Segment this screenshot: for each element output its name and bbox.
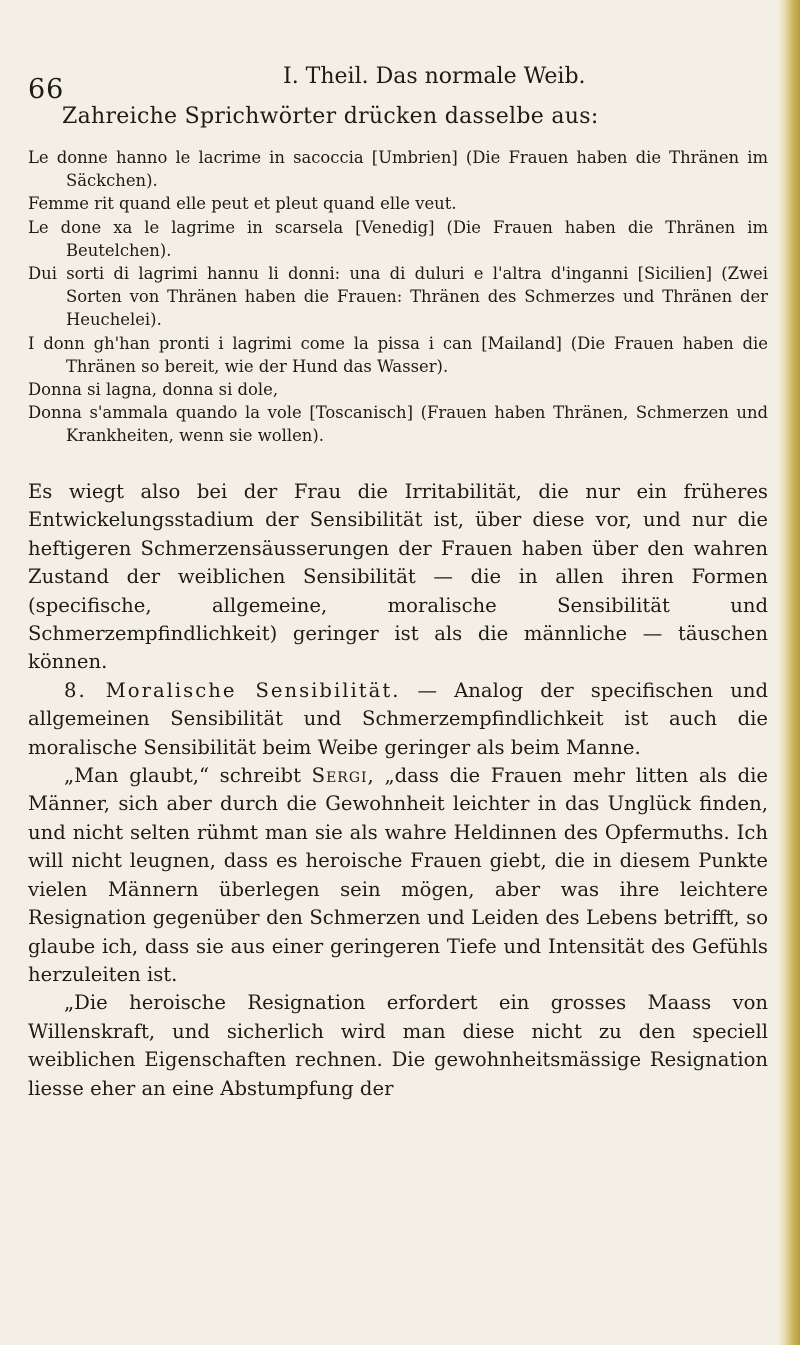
section-heading: Zahreiche Sprichwörter drücken dasselbe aus: (62, 104, 599, 129)
author-name: Sergi (311, 764, 368, 788)
section-subheading: 8. Moralische Sensibilität. (64, 678, 401, 702)
proverb-list (28, 146, 768, 448)
paragraph-quote (28, 762, 768, 989)
proverb-item: Le donne hanno le lacrime in sacoccia [Umbrien] (Die Frauen haben die Thränen im Säckchen). (28, 148, 768, 191)
page-header (28, 62, 768, 105)
proverb-item: Dui sorti di lagrimi hannu li donni: una di duluri e l'altra d'inganni [Sicilien] (Zwei Sorten von Thränen haben die Frauen: Thränen des Schmerzes und Thränen der Heuchelei). (28, 264, 768, 330)
running-head: I. Theil. Das normale Weib. (283, 64, 586, 89)
body-text (28, 478, 768, 1103)
paragraph-text: „Man glaubt,“ schreibt (64, 764, 312, 788)
proverb-item: I donn gh'han pronti i lagrimi come la pissa i can [Mailand] (Die Frauen haben die Thränen so bereit, wie der Hund das Wasser). (28, 333, 768, 376)
paragraph: „Die heroische Resignation erfordert ein grosses Maass von Willenskraft, und sicherlich wird man diese nicht zu den speciell weiblichen Eigenschaften rechnen. Die gewohnheitsmässige Resignation liesse eher an eine Abstumpfung der (28, 991, 768, 1100)
paragraph-moral-sensibility (28, 677, 768, 762)
proverb-item: Donna si lagna, donna si dole, (28, 380, 279, 400)
page-edge (778, 0, 800, 1345)
proverb-item: Donna s'ammala quando la vole [Toscanisch] (Frauen haben Thränen, Schmerzen und Krankheiten, wenn sie wollen). (28, 403, 768, 446)
proverb-item: Le done xa le lagrime in scarsela [Venedig] (Die Frauen haben die Thränen im Beutelchen). (28, 217, 768, 260)
paragraph-text: — Analog der specifischen und allgemeinen Sensibilität und Schmerzempfindlichkeit ist auch die moralische Sensibilität beim Weibe geringer als beim Manne. (28, 678, 768, 759)
paragraph-text: , „dass die Frauen mehr litten als die Männer, sich aber durch die Gewohnheit leichter in das Unglück finden, und nicht selten rühmt man sie als wahre Heldinnen des Opfermuths. Ich will nicht leugnen, dass es heroische Frauen giebt, die in diesem Punkte vielen Männern überlegen sein mögen, aber was ihre leichtere Resignation gegenüber den Schmerzen und Leiden des Lebens betrifft, so glaube ich, dass sie aus einer geringeren Tiefe und Intensität des Gefühls herzuleiten ist. (28, 764, 768, 986)
proverb-item: Femme rit quand elle peut et pleut quand elle veut. (28, 194, 457, 214)
paragraph: Es wiegt also bei der Frau die Irritabilität, die nur ein früheres Entwickelungsstadium der Sensibilität ist, über diese vor, und nur die heftigeren Schmerzensäusserungen der Frauen haben über den wahren Zustand der weiblichen Sensibilität — die in allen ihren Formen (specifische, allgemeine, moralische Sensibilität und Schmerzempfindlichkeit) geringer ist als die männliche — täuschen können. (28, 480, 768, 674)
page-number: 66 (28, 74, 65, 105)
